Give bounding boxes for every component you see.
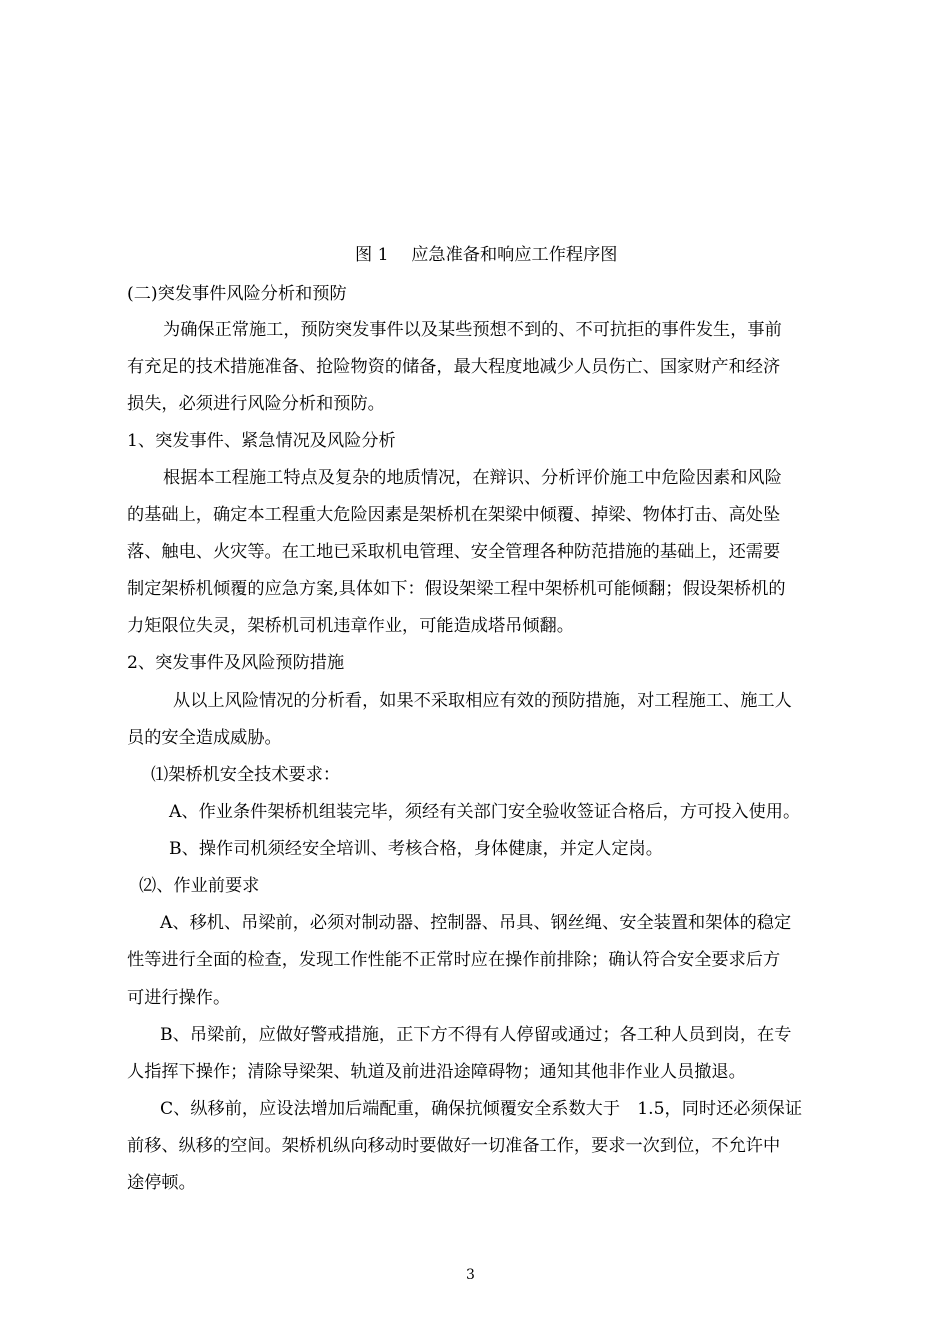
list-item: A、移机、吊梁前，必须对制动器、控制器、吊具、钢丝绳、安全装置和架体的稳定	[160, 913, 792, 933]
list-item-continuation: 途停顿。	[127, 1173, 196, 1193]
list-item: C、纵移前，应设法增加后端配重，确保抗倾覆安全系数大于 1.5，同时还必须保证	[160, 1099, 803, 1119]
list-item: B、吊梁前，应做好警戒措施，正下方不得有人停留或通过；各工种人员到岗，在专	[160, 1025, 792, 1045]
paragraph-line: 制定架桥机倾覆的应急方案,具体如下：假设架梁工程中架桥机可能倾翻；假设架桥机的	[127, 579, 786, 599]
paragraph-line: 员的安全造成威胁。	[127, 728, 282, 748]
list-item: A、作业条件架桥机组装完毕，须经有关部门安全验收签证合格后，方可投入使用。	[169, 802, 801, 822]
list-item-continuation: 前移、纵移的空间。架桥机纵向移动时要做好一切准备工作，要求一次到位，不允许中	[127, 1136, 781, 1156]
paragraph-line: 力矩限位失灵，架桥机司机违章作业，可能造成塔吊倾翻。	[127, 616, 574, 636]
paragraph-line: 根据本工程施工特点及复杂的地质情况，在辩识、分析评价施工中危险因素和风险	[163, 468, 782, 488]
subheading-pre-work-requirements: ⑵、作业前要求	[139, 876, 260, 896]
list-item-continuation: 性等进行全面的检查，发现工作性能不正常时应在操作前排除；确认符合安全要求后方	[127, 950, 781, 970]
list-item: B、操作司机须经安全培训、考核合格，身体健康，并定人定岗。	[169, 839, 663, 859]
list-item-continuation: 可进行操作。	[127, 988, 231, 1008]
paragraph-line: 从以上风险情况的分析看，如果不采取相应有效的预防措施，对工程施工、施工人	[173, 691, 792, 711]
paragraph-line: 损失，必须进行风险分析和预防。	[127, 394, 385, 414]
figure-caption: 图 1 应急准备和响应工作程序图	[355, 245, 618, 265]
paragraph-line: 落、触电、火灾等。在工地已采取机电管理、安全管理各种防范措施的基础上，还需要	[127, 542, 781, 562]
heading-prevention-measures: 2、突发事件及风险预防措施	[127, 653, 345, 673]
paragraph-line: 的基础上，确定本工程重大危险因素是架桥机在架梁中倾覆、掉梁、物体打击、高处坠	[127, 505, 781, 525]
paragraph-line: 有充足的技术措施准备、抢险物资的储备，最大程度地减少人员伤亡、国家财产和经济	[127, 357, 781, 377]
paragraph-line: 为确保正常施工，预防突发事件以及某些预想不到的、不可抗拒的事件发生，事前	[163, 320, 782, 340]
heading-risk-analysis: 1、突发事件、紧急情况及风险分析	[127, 431, 396, 451]
section-title: (二)突发事件风险分析和预防	[127, 284, 347, 304]
list-item-continuation: 人指挥下操作；清除导梁架、轨道及前进沿途障碍物；通知其他非作业人员撤退。	[127, 1062, 746, 1082]
subheading-technical-requirements: ⑴架桥机安全技术要求：	[151, 765, 341, 785]
page-number: 3	[466, 1267, 475, 1283]
